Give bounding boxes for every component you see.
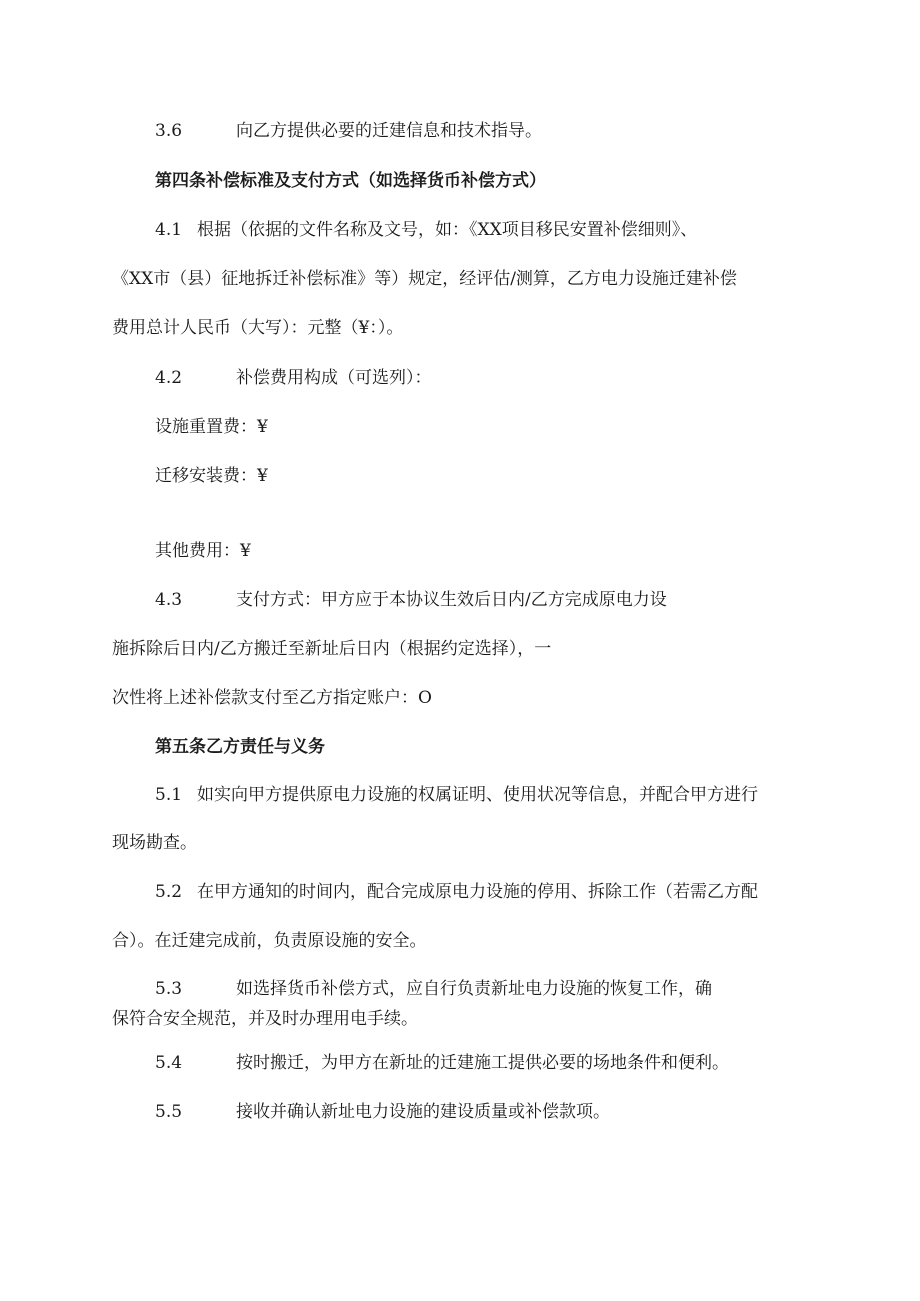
- clause-5-2-line2: 合）。在迁建完成前，负责原设施的安全。: [112, 931, 427, 951]
- clause-number-5-3: 5.3: [155, 979, 183, 999]
- clause-number-4-2: 4.2: [155, 368, 183, 388]
- clause-number-5-1: 5.1: [155, 785, 183, 805]
- clause-5-4-text: 按时搬迁，为甲方在新址的迁建施工提供必要的场地条件和便利。: [236, 1053, 729, 1073]
- clause-5-1-line2: 现场勘查。: [112, 833, 197, 853]
- fee-facility-replacement: 设施重置费：¥: [155, 417, 268, 437]
- clause-number-5-2: 5.2: [155, 882, 183, 902]
- clause-4-2-text: 补偿费用构成（可选列）：: [236, 368, 432, 388]
- clause-4-3-line3: 次性将上述补偿款支付至乙方指定账户：O: [112, 688, 432, 708]
- fee-other: 其他费用：¥: [155, 541, 251, 561]
- clause-4-3-line2: 施拆除后日内/乙方搬迁至新址后日内（根据约定选择），一: [112, 639, 552, 659]
- clause-5-2-line1: 在甲方通知的时间内，配合完成原电力设施的停用、拆除工作（若需乙方配: [197, 882, 758, 902]
- clause-5-5-text: 接收并确认新址电力设施的建设质量或补偿款项。: [236, 1102, 610, 1122]
- clause-number-4-1: 4.1: [155, 220, 183, 240]
- fee-relocation-installation: 迁移安装费：¥: [155, 466, 268, 486]
- clause-4-1-line3: 费用总计人民币（大写）：元整（¥：）。: [112, 318, 404, 338]
- clause-4-1-line2: 《XX市（县）征地拆迁补偿标准》等）规定，经评估/测算，乙方电力设施迁建补偿: [112, 269, 737, 289]
- clause-5-1-line1: 如实向甲方提供原电力设施的权属证明、使用状况等信息，并配合甲方进行: [197, 785, 758, 805]
- clause-5-3-line2: 保符合安全规范，并及时办理用电手续。: [112, 1009, 418, 1029]
- clause-number-5-4: 5.4: [155, 1053, 183, 1073]
- clause-3-6-text: 向乙方提供必要的迁建信息和技术指导。: [236, 121, 542, 141]
- clause-5-3-line1: 如选择货币补偿方式，应自行负责新址电力设施的恢复工作，确: [236, 979, 712, 999]
- clause-number: 3.6: [155, 121, 183, 141]
- article-5-heading: 第五条乙方责任与义务: [155, 737, 325, 757]
- clause-4-1-line1: 根据（依据的文件名称及文号，如：《XX项目移民安置补偿细则》、: [197, 220, 698, 240]
- clause-4-3-line1: 支付方式：甲方应于本协议生效后日内/乙方完成原电力设: [236, 590, 667, 610]
- clause-number-4-3: 4.3: [155, 590, 183, 610]
- clause-3-6: [155, 120, 182, 142]
- article-4-heading: 第四条补偿标准及支付方式（如选择货币补偿方式）: [155, 171, 546, 191]
- clause-number-5-5: 5.5: [155, 1102, 183, 1122]
